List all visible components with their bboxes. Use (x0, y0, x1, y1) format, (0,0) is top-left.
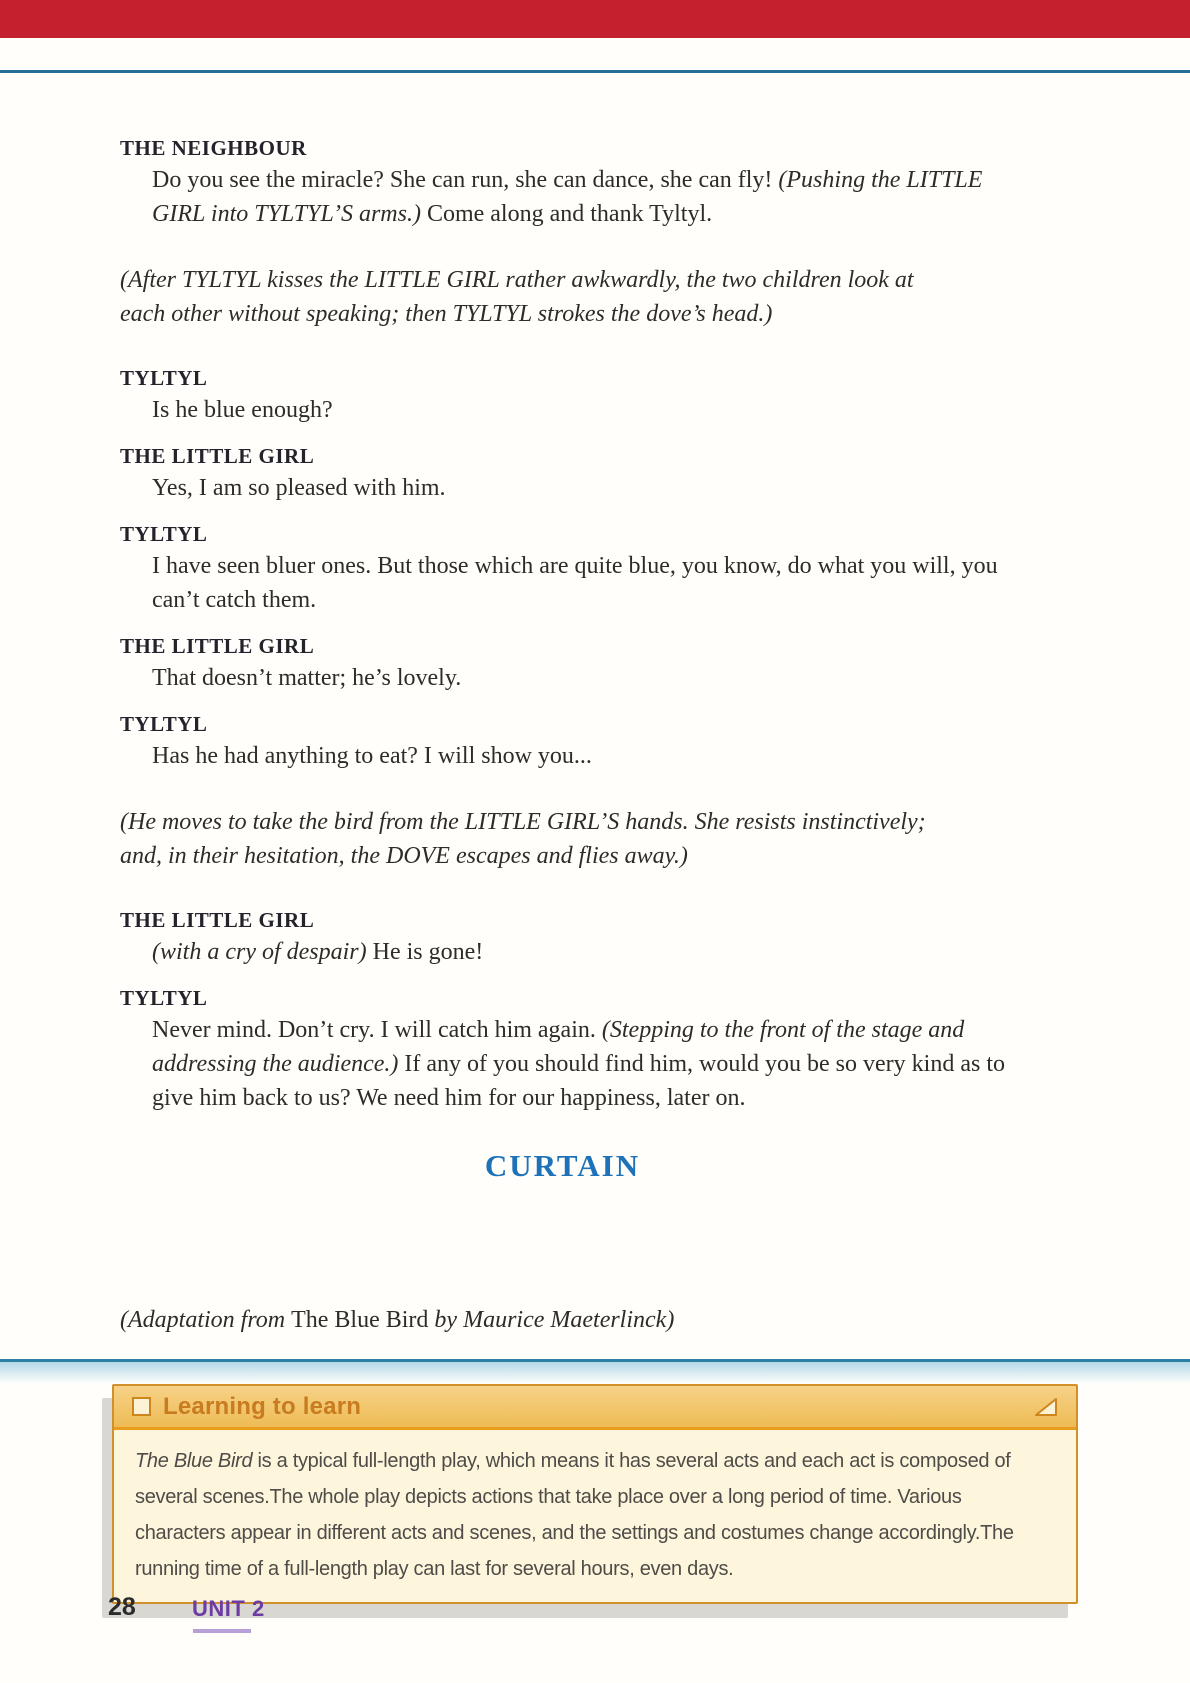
script-text: If any of you should find him, would you be so very kind as to give him back to us? We need him for our happiness, later on. (152, 1051, 1005, 1111)
dialogue-line (120, 393, 1005, 427)
stage-direction (120, 263, 935, 331)
stage-note-text: (Stepping to the front of the stage and addressing the audience.) (152, 1017, 965, 1077)
script-text: Do you see the miracle? She can run, she can dance, she can fly! (152, 167, 779, 193)
stage-direction (120, 805, 935, 873)
script-text: I have seen bluer ones. But those which are quite blue, you know, do what you will, you can’t catch them. (152, 553, 998, 613)
learning-box-text (114, 1430, 1076, 1602)
speaker-name: TYLTYL (120, 986, 208, 1010)
script-text: The Blue Bird (291, 1307, 429, 1333)
script-text: Never mind. Don’t cry. I will catch him again. (152, 1017, 602, 1043)
stage-note-text: (After TYLTYL kisses the LITTLE GIRL rather awkwardly, the two children look at each other without speaking; then TYLTYL strokes the dove’s head.) (120, 267, 914, 327)
stage-note-text: (Pushing the LITTLE GIRL into TYLTYL’S arms.) (152, 167, 983, 227)
dialogue-line (120, 549, 1005, 617)
dialogue-line (120, 163, 1005, 231)
speaker-name: THE LITTLE GIRL (120, 634, 315, 658)
square-outline-icon (132, 1397, 151, 1416)
unit-underline (193, 1629, 251, 1633)
learning-box-header (114, 1386, 1076, 1430)
script-text: That doesn’t matter; he’s lovely. (152, 665, 462, 691)
speaker-name: TYLTYL (120, 712, 208, 736)
page-number: 28 (108, 1593, 136, 1621)
script-text: Is he blue enough? (152, 397, 333, 423)
script-text: Has he had anything to eat? I will show you... (152, 743, 592, 769)
top-red-bar (0, 0, 1190, 38)
speaker-name: THE LITTLE GIRL (120, 908, 315, 932)
dialogue-line (120, 739, 1005, 773)
learning-box-title: Learning to learn (163, 1392, 362, 1420)
script-text: is a typical full-length play, which means it has several acts and each act is composed of several scenes.The whole play depicts actions that take place over a long period of time. Various characters appear in different acts and scenes, and the settings and costumes change accordingly.The running time of a full-length play can last for several hours, even days. (135, 1450, 1014, 1580)
speaker-name: THE NEIGHBOUR (120, 136, 307, 160)
script-text: He is gone! (366, 939, 484, 965)
speaker-name: THE LITTLE GIRL (120, 444, 315, 468)
speaker-name: TYLTYL (120, 522, 208, 546)
script-text: Come along and thank Tyltyl. (420, 201, 713, 227)
curtain-heading: CURTAIN (484, 1148, 641, 1183)
stage-note-text: (Adaptation from (120, 1307, 292, 1333)
dialogue-line (120, 661, 1005, 695)
play-script (120, 135, 1005, 1115)
page-content (120, 73, 1005, 1337)
dialogue-line (120, 935, 1005, 969)
dialogue-line (120, 471, 1005, 505)
dialogue-line (120, 1013, 1005, 1115)
triangle-outline-icon (1034, 1396, 1058, 1418)
speaker-name: TYLTYL (120, 366, 208, 390)
stage-note-text: The Blue Bird (135, 1450, 253, 1472)
adaptation-credit (120, 1303, 1005, 1337)
learning-to-learn-box (112, 1384, 1078, 1604)
section-divider-band (0, 1359, 1190, 1384)
unit-label: UNIT 2 (192, 1596, 265, 1621)
stage-note-text: (He moves to take the bird from the LITTLE GIRL’S hands. She resists instinctively; and, in their hesitation, the DOVE escapes and flies away.) (120, 809, 926, 869)
stage-note-text: (with a cry of despair) (152, 939, 367, 965)
script-text: Yes, I am so pleased with him. (152, 475, 446, 501)
stage-note-text: by Maurice Maeterlinck) (428, 1307, 675, 1333)
